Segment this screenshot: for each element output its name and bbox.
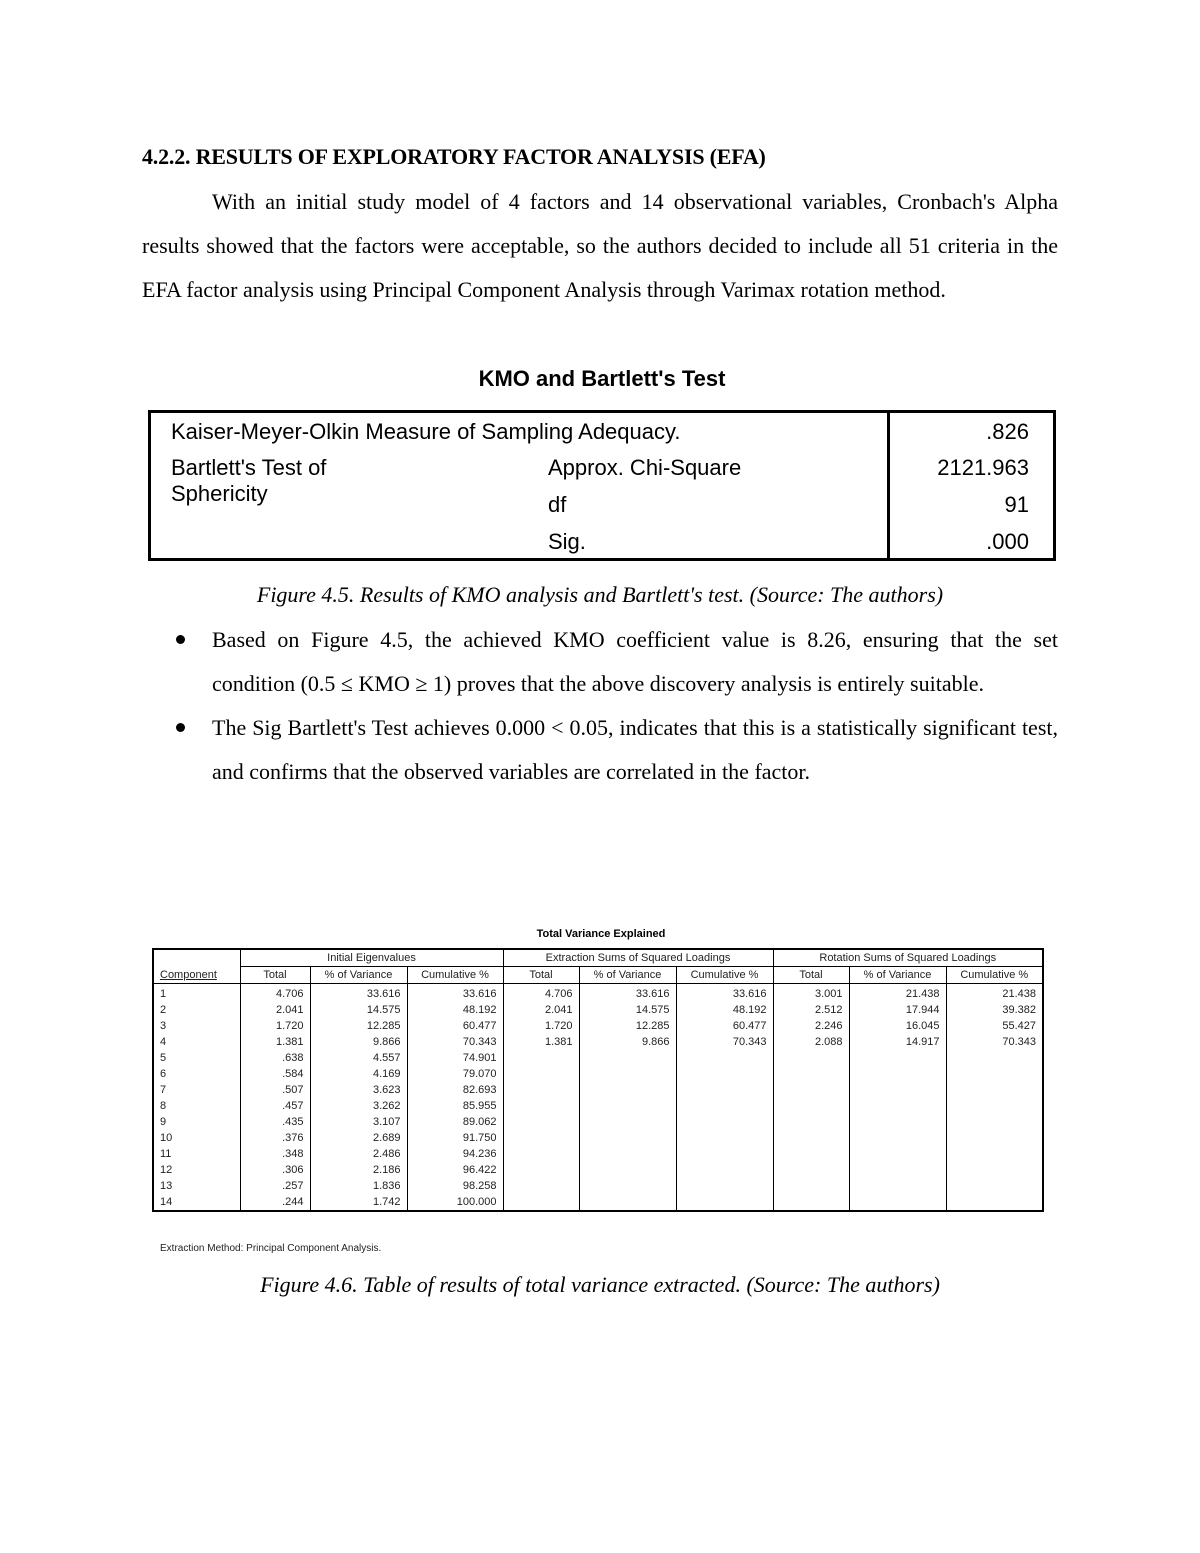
value-cell: 33.616: [579, 984, 676, 1003]
group-header-initial: Initial Eigenvalues: [240, 949, 503, 967]
kmo-label: Kaiser-Meyer-Olkin Measure of Sampling Adequacy.: [171, 419, 681, 444]
kmo-table: [148, 410, 1056, 561]
bullet-icon: [176, 723, 185, 732]
component-cell: 11: [153, 1146, 240, 1162]
value-cell: [849, 1178, 946, 1194]
value-cell: 21.438: [946, 984, 1043, 1003]
table-row: [153, 1146, 1043, 1162]
col-header-cumulative: Cumulative %: [407, 967, 503, 984]
value-cell: [773, 1114, 849, 1130]
col-header-cumulative: Cumulative %: [946, 967, 1043, 984]
value-cell: 60.477: [407, 1018, 503, 1034]
kmo-table-title: KMO and Bartlett's Test: [478, 366, 726, 391]
sig-label: Sig.: [548, 529, 586, 554]
table-row: [153, 1162, 1043, 1178]
value-cell: [946, 1050, 1043, 1066]
component-cell: 5: [153, 1050, 240, 1066]
value-cell: 9.866: [310, 1034, 407, 1050]
df-label: df: [548, 492, 567, 517]
value-cell: [676, 1130, 773, 1146]
component-cell: 14: [153, 1194, 240, 1211]
value-cell: [773, 1178, 849, 1194]
value-cell: [579, 1146, 676, 1162]
value-cell: 96.422: [407, 1162, 503, 1178]
value-cell: 3.107: [310, 1114, 407, 1130]
component-cell: 4: [153, 1034, 240, 1050]
table-row: [153, 1002, 1043, 1018]
value-cell: 2.041: [503, 1002, 579, 1018]
component-cell: 9: [153, 1114, 240, 1130]
value-cell: [773, 1082, 849, 1098]
value-cell: [676, 1146, 773, 1162]
value-cell: 94.236: [407, 1146, 503, 1162]
value-cell: 55.427: [946, 1018, 1043, 1034]
value-cell: 85.955: [407, 1098, 503, 1114]
value-cell: [849, 1194, 946, 1211]
value-cell: 1.720: [503, 1018, 579, 1034]
col-header-variance: % of Variance: [579, 967, 676, 984]
value-cell: 74.901: [407, 1050, 503, 1066]
group-header-rotation: Rotation Sums of Squared Loadings: [773, 949, 1043, 967]
value-cell: [579, 1178, 676, 1194]
component-cell: 3: [153, 1018, 240, 1034]
chi-square-label: Approx. Chi-Square: [548, 455, 742, 480]
value-cell: [676, 1050, 773, 1066]
component-cell: 13: [153, 1178, 240, 1194]
value-cell: [773, 1146, 849, 1162]
chi-square-value: 2121.963: [937, 455, 1029, 480]
value-cell: 1.742: [310, 1194, 407, 1211]
value-cell: [503, 1066, 579, 1082]
figure-4-6-caption: Figure 4.6. Table of results of total variance extracted. (Source: The authors): [260, 1272, 940, 1297]
value-cell: 1.381: [503, 1034, 579, 1050]
value-cell: 48.192: [407, 1002, 503, 1018]
value-cell: 3.262: [310, 1098, 407, 1114]
value-cell: 33.616: [310, 984, 407, 1003]
list-item-text: The Sig Bartlett's Test achieves 0.000 < 0.05, indicates that this is a statistically significant test, and confirms that the observed variables are correlated in the factor.: [212, 715, 1058, 784]
col-header-variance: % of Variance: [310, 967, 407, 984]
col-header-total: Total: [503, 967, 579, 984]
value-cell: .244: [240, 1194, 310, 1211]
value-cell: 14.575: [579, 1002, 676, 1018]
value-cell: .376: [240, 1130, 310, 1146]
value-cell: [946, 1130, 1043, 1146]
value-cell: [503, 1194, 579, 1211]
value-cell: [773, 1194, 849, 1211]
table-row: [153, 1098, 1043, 1114]
table-row: [153, 1114, 1043, 1130]
value-cell: 4.706: [240, 984, 310, 1003]
value-cell: [849, 1130, 946, 1146]
value-cell: 3.623: [310, 1082, 407, 1098]
value-cell: 1.836: [310, 1178, 407, 1194]
value-cell: 98.258: [407, 1178, 503, 1194]
value-cell: 70.343: [407, 1034, 503, 1050]
value-cell: 12.285: [579, 1018, 676, 1034]
value-cell: 4.557: [310, 1050, 407, 1066]
table-row: [153, 1178, 1043, 1194]
value-cell: 4.169: [310, 1066, 407, 1082]
value-cell: [579, 1130, 676, 1146]
value-cell: [946, 1098, 1043, 1114]
col-header-cumulative: Cumulative %: [676, 967, 773, 984]
value-cell: [503, 1082, 579, 1098]
section-heading: 4.2.2. RESULTS OF EXPLORATORY FACTOR ANALYSIS (EFA): [142, 144, 766, 169]
value-cell: [849, 1162, 946, 1178]
value-cell: [503, 1178, 579, 1194]
value-cell: [946, 1114, 1043, 1130]
value-cell: [773, 1162, 849, 1178]
value-cell: [676, 1114, 773, 1130]
value-cell: .435: [240, 1114, 310, 1130]
table-row: [153, 1034, 1043, 1050]
col-header-total: Total: [773, 967, 849, 984]
value-cell: [849, 1050, 946, 1066]
value-cell: [849, 1114, 946, 1130]
tve-table-title: Total Variance Explained: [536, 928, 666, 940]
component-header: Component: [153, 949, 240, 984]
value-cell: [773, 1050, 849, 1066]
tve-table: [152, 948, 1044, 1212]
value-cell: 79.070: [407, 1066, 503, 1082]
value-cell: .584: [240, 1066, 310, 1082]
findings-list: [142, 618, 1058, 794]
value-cell: 17.944: [849, 1002, 946, 1018]
value-cell: .457: [240, 1098, 310, 1114]
col-header-total: Total: [240, 967, 310, 984]
value-cell: [676, 1178, 773, 1194]
component-cell: 6: [153, 1066, 240, 1082]
value-cell: [503, 1114, 579, 1130]
value-cell: 2.512: [773, 1002, 849, 1018]
sig-value: .000: [986, 529, 1029, 554]
bartlett-label-line1: Bartlett's Test of: [171, 455, 327, 480]
value-cell: [579, 1082, 676, 1098]
value-cell: 39.382: [946, 1002, 1043, 1018]
value-cell: 2.186: [310, 1162, 407, 1178]
value-cell: 2.246: [773, 1018, 849, 1034]
value-cell: 70.343: [676, 1034, 773, 1050]
value-cell: 1.720: [240, 1018, 310, 1034]
value-cell: .507: [240, 1082, 310, 1098]
value-cell: [676, 1066, 773, 1082]
value-cell: .257: [240, 1178, 310, 1194]
table-row: [153, 1050, 1043, 1066]
component-cell: 12: [153, 1162, 240, 1178]
group-header-extraction: Extraction Sums of Squared Loadings: [503, 949, 773, 967]
table-row: [153, 1066, 1043, 1082]
value-cell: 12.285: [310, 1018, 407, 1034]
list-item: [142, 706, 1058, 794]
value-cell: [773, 1130, 849, 1146]
value-cell: 91.750: [407, 1130, 503, 1146]
value-cell: [773, 1098, 849, 1114]
value-cell: [579, 1114, 676, 1130]
intro-paragraph: With an initial study model of 4 factors and 14 observational variables, Cronbach's Alpha results showed that the factors were acceptable, so the authors decided to include all 51 criteria in the EFA factor analysis using Principal Component Analysis through Varimax rotation method.: [142, 189, 1058, 302]
value-cell: [503, 1098, 579, 1114]
value-cell: [579, 1162, 676, 1178]
value-cell: 14.917: [849, 1034, 946, 1050]
value-cell: 2.088: [773, 1034, 849, 1050]
value-cell: 21.438: [849, 984, 946, 1003]
value-cell: .348: [240, 1146, 310, 1162]
col-header-variance: % of Variance: [849, 967, 946, 984]
value-cell: [946, 1146, 1043, 1162]
value-cell: [579, 1098, 676, 1114]
value-cell: [946, 1178, 1043, 1194]
value-cell: [503, 1146, 579, 1162]
value-cell: [676, 1194, 773, 1211]
kmo-value: .826: [986, 419, 1029, 444]
bullet-icon: [176, 635, 185, 644]
value-cell: 33.616: [407, 984, 503, 1003]
value-cell: 14.575: [310, 1002, 407, 1018]
kmo-table-divider: [887, 413, 890, 558]
value-cell: [849, 1146, 946, 1162]
value-cell: 3.001: [773, 984, 849, 1003]
value-cell: [579, 1066, 676, 1082]
value-cell: 2.041: [240, 1002, 310, 1018]
value-cell: 60.477: [676, 1018, 773, 1034]
table-row: [153, 1082, 1043, 1098]
value-cell: [503, 1130, 579, 1146]
table-row: [153, 1018, 1043, 1034]
value-cell: [773, 1066, 849, 1082]
value-cell: [849, 1098, 946, 1114]
component-cell: 7: [153, 1082, 240, 1098]
value-cell: 2.486: [310, 1146, 407, 1162]
bartlett-label-line2: Sphericity: [171, 481, 268, 506]
df-value: 91: [1004, 492, 1029, 517]
value-cell: [676, 1098, 773, 1114]
value-cell: [676, 1082, 773, 1098]
component-cell: 2: [153, 1002, 240, 1018]
figure-4-5-caption: Figure 4.5. Results of KMO analysis and Bartlett's test. (Source: The authors): [256, 582, 944, 607]
value-cell: .306: [240, 1162, 310, 1178]
value-cell: 16.045: [849, 1018, 946, 1034]
value-cell: 1.381: [240, 1034, 310, 1050]
tve-table-body: [153, 984, 1043, 1212]
component-cell: 1: [153, 984, 240, 1003]
value-cell: .638: [240, 1050, 310, 1066]
component-cell: 8: [153, 1098, 240, 1114]
value-cell: [849, 1066, 946, 1082]
table-row: [153, 1194, 1043, 1211]
value-cell: [676, 1162, 773, 1178]
value-cell: 100.000: [407, 1194, 503, 1211]
table-row: [153, 984, 1043, 1003]
value-cell: 33.616: [676, 984, 773, 1003]
value-cell: [946, 1082, 1043, 1098]
value-cell: 89.062: [407, 1114, 503, 1130]
value-cell: [579, 1050, 676, 1066]
value-cell: [849, 1082, 946, 1098]
table-row: [153, 1130, 1043, 1146]
value-cell: [946, 1194, 1043, 1211]
value-cell: 82.693: [407, 1082, 503, 1098]
list-item: [142, 618, 1058, 706]
list-item-text: Based on Figure 4.5, the achieved KMO coefficient value is 8.26, ensuring that the set condition (0.5 ≤ KMO ≥ 1) proves that the above discovery analysis is entirely suitable.: [212, 627, 1058, 696]
extraction-method-note: Extraction Method: Principal Component Analysis.: [160, 1243, 382, 1254]
value-cell: 70.343: [946, 1034, 1043, 1050]
value-cell: 2.689: [310, 1130, 407, 1146]
value-cell: [946, 1066, 1043, 1082]
value-cell: 48.192: [676, 1002, 773, 1018]
value-cell: [946, 1162, 1043, 1178]
value-cell: [503, 1162, 579, 1178]
value-cell: 4.706: [503, 984, 579, 1003]
value-cell: [579, 1194, 676, 1211]
value-cell: [503, 1050, 579, 1066]
value-cell: 9.866: [579, 1034, 676, 1050]
component-cell: 10: [153, 1130, 240, 1146]
